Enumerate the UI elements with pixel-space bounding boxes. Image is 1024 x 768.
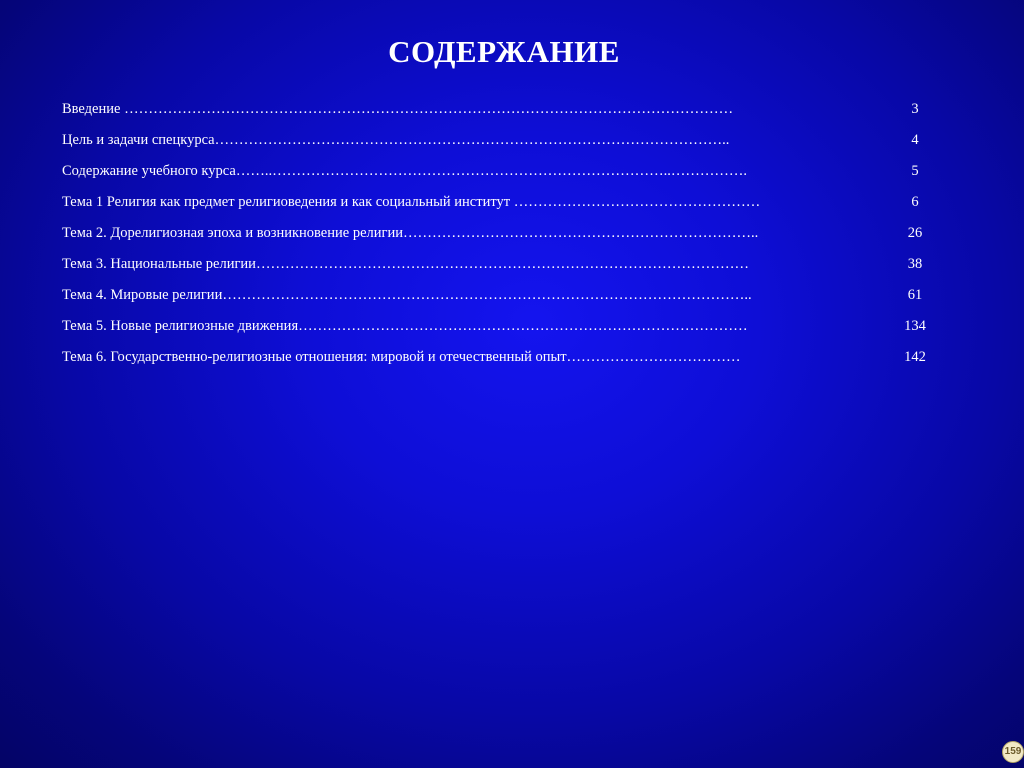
toc-entry-topic-5 <box>62 315 942 346</box>
toc-entry-introduction <box>62 98 942 129</box>
toc-entry-label: Цель и задачи спецкурса…………………………………………………………………………………………….. <box>62 132 730 148</box>
toc-entry-page: 26 <box>907 225 923 241</box>
toc-entry-label: Тема 6. Государственно-религиозные отношения: мировой и отечественный опыт……………………………… <box>62 349 741 365</box>
toc-entry-label: Содержание учебного курса……..………………………………………………………………………..……………. <box>62 163 747 179</box>
slide-number-badge[interactable]: 159 <box>1002 741 1024 763</box>
toc-entry-page: 3 <box>911 101 919 117</box>
toc-entry-label: Тема 1 Религия как предмет религиоведения и как социальный институт …………………………………………… <box>62 194 761 210</box>
toc-entry-topic-3 <box>62 253 942 284</box>
toc-entry-page: 38 <box>907 256 923 272</box>
toc-entry-label: Тема 2. Дорелигиозная эпоха и возникновение религии……………………………………………………………….. <box>62 225 759 241</box>
toc-entry-course-content <box>62 160 942 191</box>
toc-entry-topic-1 <box>62 191 942 222</box>
toc-entry-page: 5 <box>911 163 919 179</box>
table-of-contents <box>62 98 942 377</box>
toc-entry-page: 142 <box>904 349 926 365</box>
toc-entry-topic-6 <box>62 346 942 377</box>
toc-entry-page: 134 <box>904 318 926 334</box>
toc-entry-page: 61 <box>907 287 923 303</box>
toc-entry-topic-4 <box>62 284 942 315</box>
toc-entry-label: Тема 4. Мировые религии……………………………………………………………………………………………….. <box>62 287 752 303</box>
toc-entry-label: Введение ……………………………………………………………………………………………………………… <box>62 101 734 117</box>
toc-entry-topic-2 <box>62 222 942 253</box>
toc-entry-page: 6 <box>911 194 919 210</box>
toc-entry-page: 4 <box>911 132 919 148</box>
toc-entry-label: Тема 3. Национальные религии………………………………………………………………………………………… <box>62 256 749 272</box>
toc-entry-goals <box>62 129 942 160</box>
toc-entry-label: Тема 5. Новые религиозные движения………………………………………………………………………………… <box>62 318 748 334</box>
page-title: СОДЕРЖАНИЕ <box>388 34 620 69</box>
